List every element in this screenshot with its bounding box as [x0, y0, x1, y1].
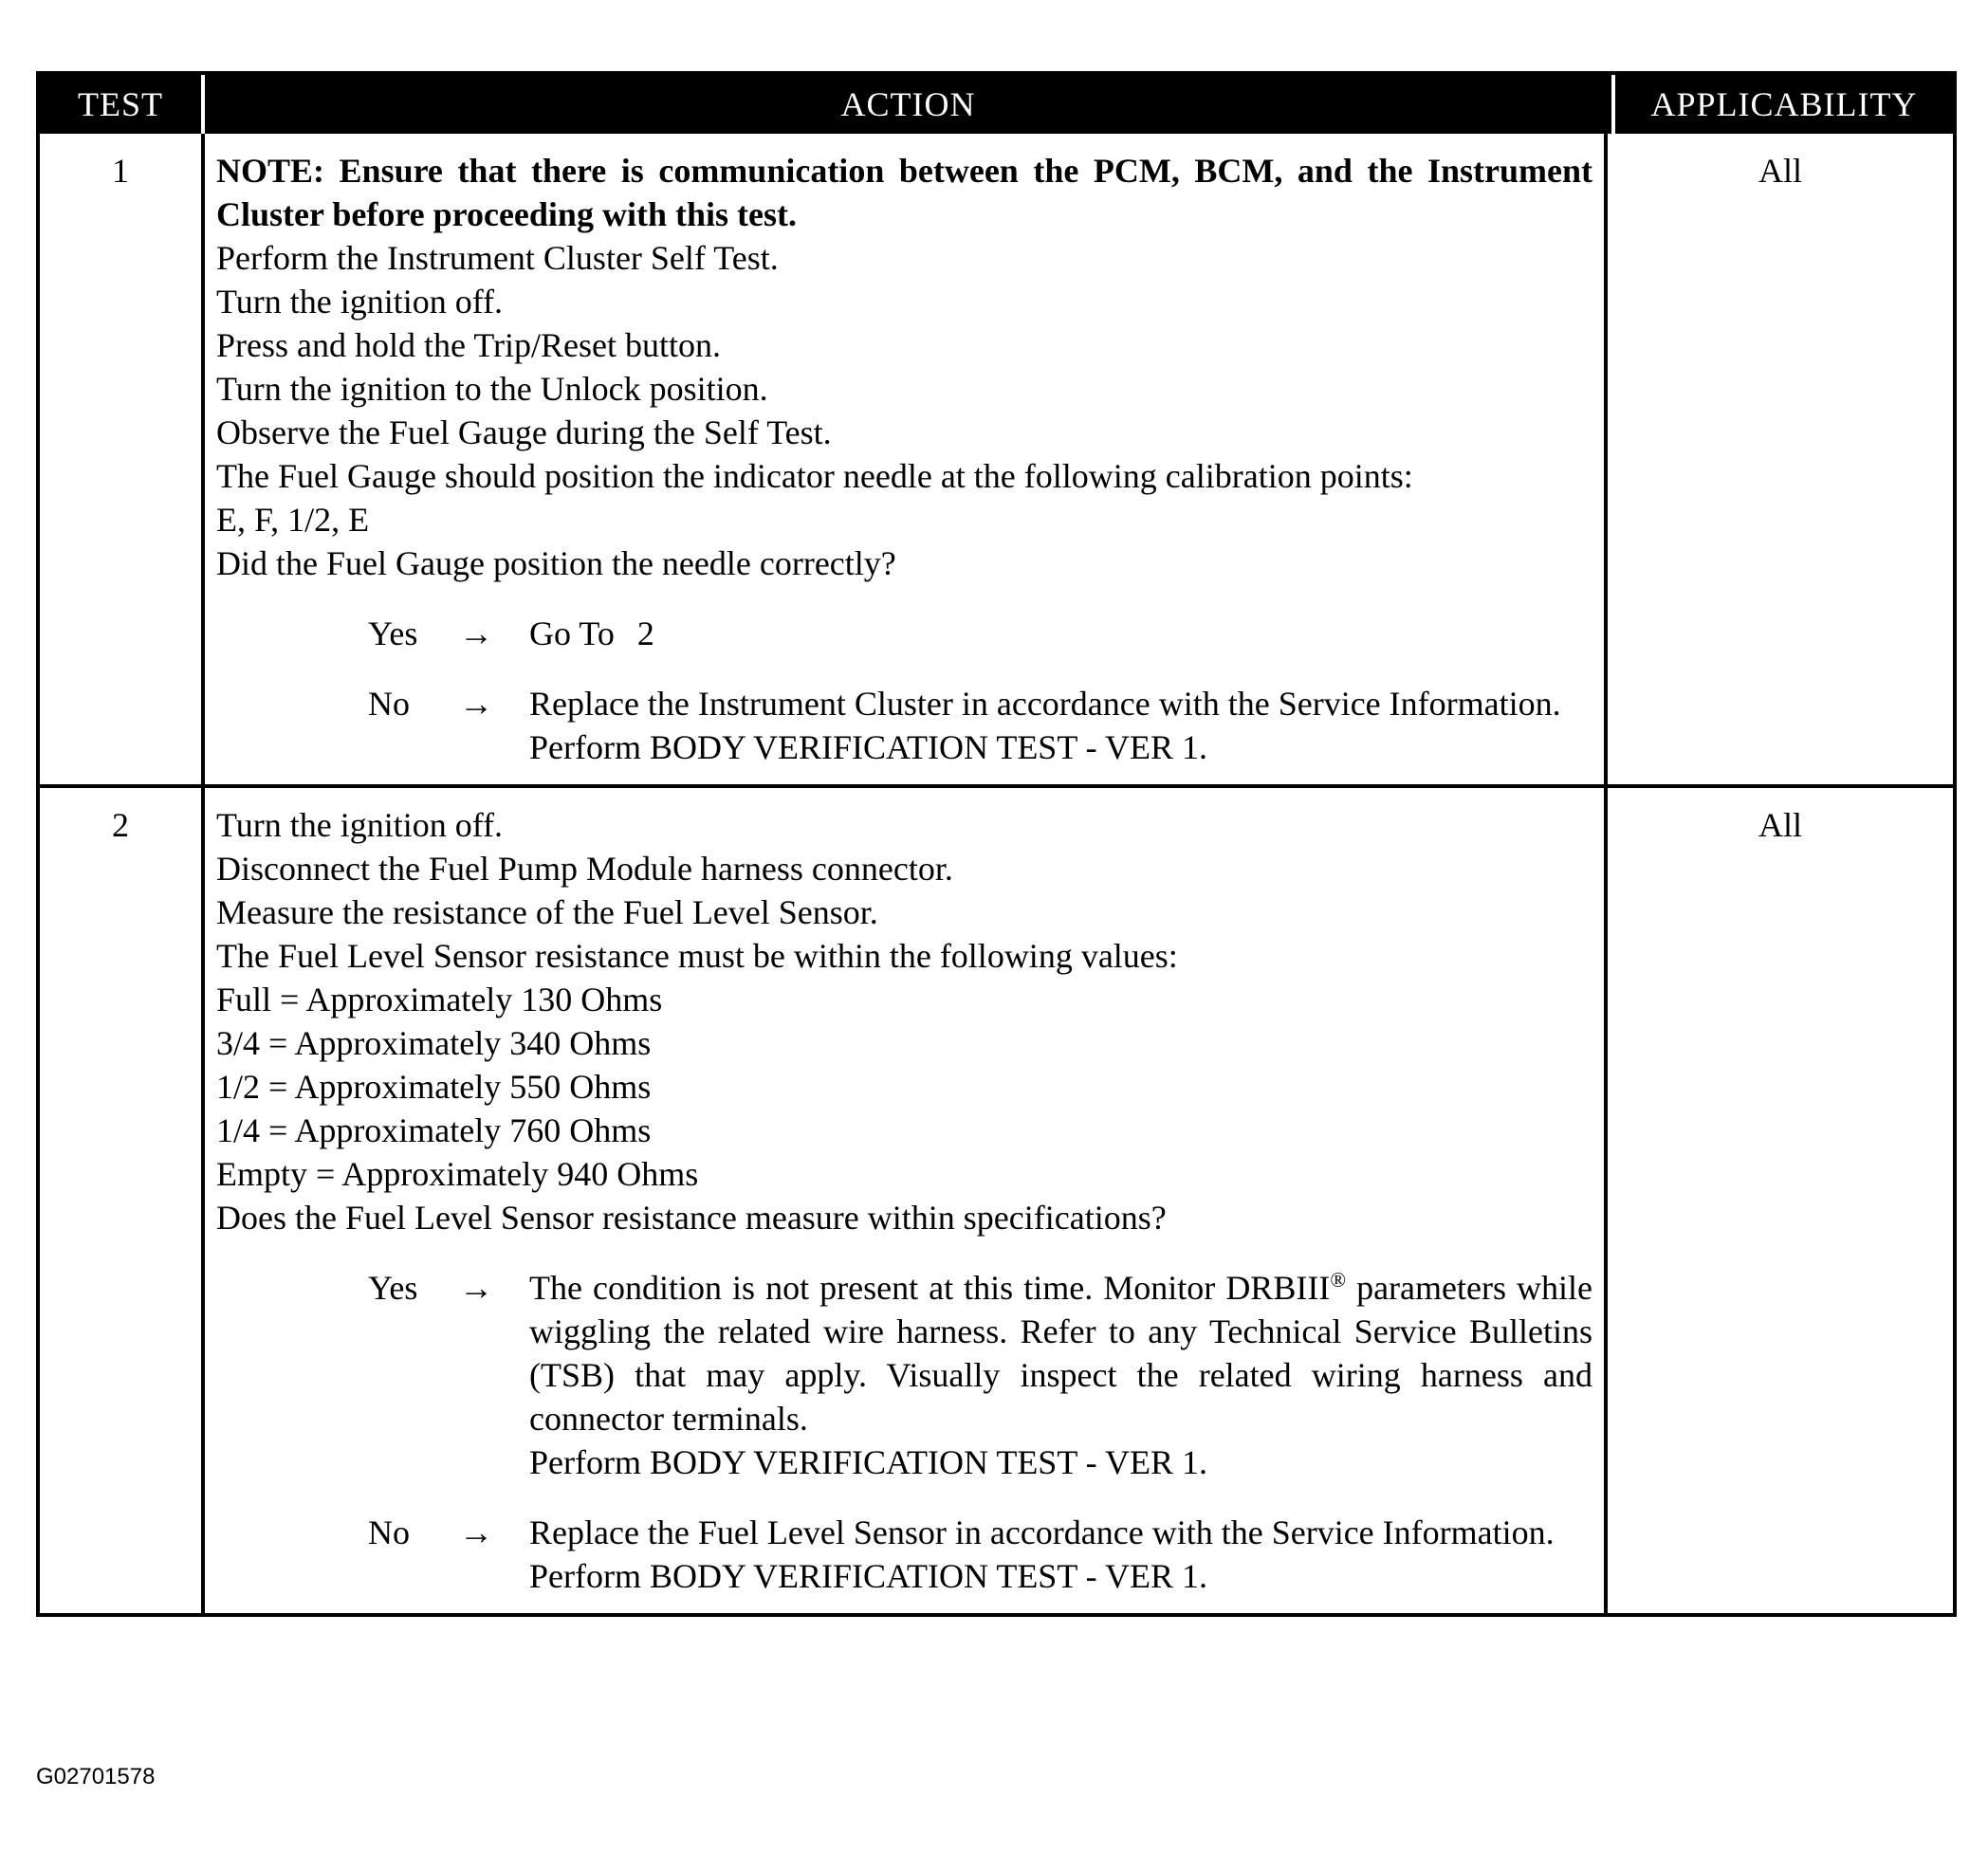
step-text: Disconnect the Fuel Pump Module harness connector. [216, 850, 953, 888]
step-text: Press and hold the Trip/Reset button. [216, 326, 722, 364]
spec-value: Full = Approximately 130 Ohms [216, 981, 663, 1018]
test-number: 2 [112, 806, 129, 844]
no-outcome [216, 1511, 1592, 1598]
arrow-icon: → [459, 1514, 493, 1551]
applicability-value: All [1758, 152, 1802, 190]
yes-outcome [216, 612, 1592, 655]
step-text: Did the Fuel Gauge position the needle correctly? [216, 544, 896, 582]
step-text: Turn the ignition off. [216, 283, 504, 321]
header-applicability: APPLICABILITY [1650, 85, 1918, 123]
spec-value: 1/4 = Approximately 760 Ohms [216, 1111, 652, 1149]
step-text: Does the Fuel Level Sensor resistance measure within specifications? [216, 1199, 1167, 1237]
yes-outcome [216, 1266, 1592, 1484]
arrow-icon: → [459, 1269, 493, 1307]
table-header [40, 75, 1953, 134]
yes-text [529, 1266, 1592, 1440]
yes-text-a: The condition is not present at this time. Monitor DRBIII [529, 1269, 1331, 1307]
no-label: No [368, 1514, 410, 1551]
no-text: Replace the Fuel Level Sensor in accordance with the Service Information. [529, 1514, 1555, 1551]
step-text: Turn the ignition to the Unlock position. [216, 370, 768, 408]
no-body [529, 682, 1592, 769]
yes-body [529, 612, 1592, 655]
goto-number: 2 [636, 615, 654, 652]
step-text: Perform the Instrument Cluster Self Test. [216, 239, 779, 277]
action-cell [201, 134, 1608, 784]
figure-id: G02701578 [36, 1764, 156, 1789]
yes-text-b: parameters while wiggling the related wire harness. Refer to any Technical Service Bulletins (TSB) that may apply. Visually inspect the related wiring harness and connector terminals. [529, 1269, 1593, 1438]
arrow-icon: → [459, 685, 493, 723]
spec-value: 1/2 = Approximately 550 Ohms [216, 1068, 652, 1106]
step-text: Measure the resistance of the Fuel Level Sensor. [216, 893, 878, 931]
spec-value: Empty = Approximately 940 Ohms [216, 1155, 699, 1193]
no-label: No [368, 685, 410, 723]
diagnostic-test-table [36, 71, 1957, 1617]
no-text: Replace the Instrument Cluster in accordance with the Service Information. [529, 685, 1561, 723]
step-text: E, F, 1/2, E [216, 501, 370, 539]
table-row [40, 784, 1953, 1613]
arrow-icon: → [459, 615, 493, 652]
verification-text: Perform BODY VERIFICATION TEST - VER 1. [529, 728, 1208, 766]
header-action: ACTION [201, 75, 1615, 134]
action-cell [201, 788, 1608, 1613]
yes-body [529, 1266, 1592, 1484]
step-text: The Fuel Gauge should position the indicator needle at the following calibration points: [216, 457, 1413, 495]
test-number: 1 [112, 152, 129, 190]
spec-value: 3/4 = Approximately 340 Ohms [216, 1024, 652, 1062]
note-text: NOTE: Ensure that there is communication between the PCM, BCM, and the Instrument Cluster before proceeding with this test. [216, 152, 1592, 233]
no-body [529, 1511, 1592, 1598]
registered-mark: ® [1330, 1268, 1347, 1292]
applicability-value: All [1758, 806, 1802, 844]
no-outcome [216, 682, 1592, 769]
yes-label: Yes [368, 1269, 418, 1307]
verification-text: Perform BODY VERIFICATION TEST - VER 1. [529, 1443, 1208, 1481]
header-test: TEST [78, 85, 163, 123]
step-text: Observe the Fuel Gauge during the Self Test. [216, 413, 832, 451]
yes-label: Yes [368, 615, 418, 652]
goto-text: Go To [529, 615, 615, 652]
step-text: Turn the ignition off. [216, 806, 504, 844]
table-row [40, 134, 1953, 784]
verification-text: Perform BODY VERIFICATION TEST - VER 1. [529, 1557, 1208, 1595]
step-text: The Fuel Level Sensor resistance must be within the following values: [216, 937, 1178, 975]
